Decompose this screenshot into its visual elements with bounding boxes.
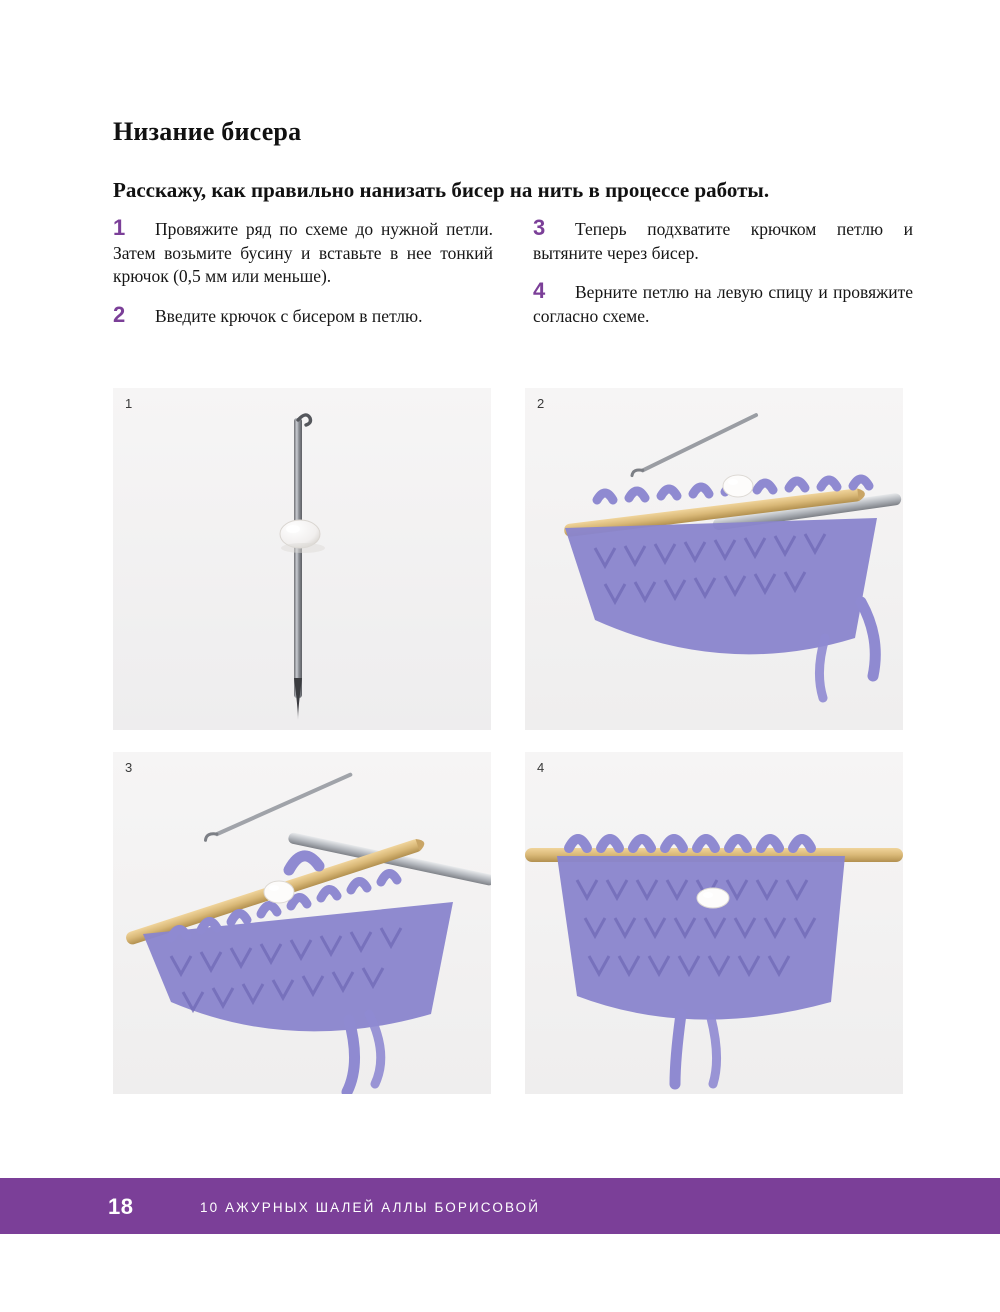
step-item xyxy=(533,278,913,328)
steps-column-left xyxy=(113,215,493,347)
photo-label: 3 xyxy=(125,760,133,775)
photo-grid xyxy=(113,388,903,1094)
step-number: 1 xyxy=(113,215,126,240)
photo-step-2 xyxy=(525,388,903,730)
photo-label: 1 xyxy=(125,396,133,411)
photo-step-4 xyxy=(525,752,903,1094)
photo-step-3 xyxy=(113,752,491,1094)
photo-step-1 xyxy=(113,388,491,730)
step-text: Верните петлю на левую спицу и провяжите согласно схеме. xyxy=(533,282,913,326)
photo-label: 4 xyxy=(537,760,545,775)
pulling-loop-through-bead-icon xyxy=(113,752,491,1094)
lead-paragraph: Расскажу, как правильно нанизать бисер на нить в процессе работы. xyxy=(113,178,770,202)
photo-label: 2 xyxy=(537,396,545,411)
step-number: 4 xyxy=(533,278,546,303)
instruction-steps xyxy=(113,215,913,347)
step-number: 2 xyxy=(113,301,126,327)
steps-column-right xyxy=(533,215,913,347)
step-item xyxy=(113,301,493,331)
page-number: 18 xyxy=(108,1194,134,1219)
crochet-hook-with-bead-icon xyxy=(113,388,491,730)
hook-entering-stitch-icon xyxy=(525,388,903,730)
step-item xyxy=(113,215,493,289)
step-number: 3 xyxy=(533,215,546,240)
footer-title: 10 АЖУРНЫХ ШАЛЕЙ АЛЛЫ БОРИСОВОЙ xyxy=(200,1200,541,1215)
step-text: Теперь подхватите крючком петлю и вытяните через бисер. xyxy=(533,219,913,263)
bead-on-knitted-row-icon xyxy=(525,752,903,1094)
step-text: Провяжите ряд по схеме до нужной петли. Затем возьмите бусину и вставьте в нее тонкий крючок (0,5 мм или меньше). xyxy=(113,219,493,286)
step-text: Введите крючок с бисером в петлю. xyxy=(155,305,423,326)
page-title: Низание бисера xyxy=(113,117,302,147)
step-item xyxy=(533,215,913,265)
